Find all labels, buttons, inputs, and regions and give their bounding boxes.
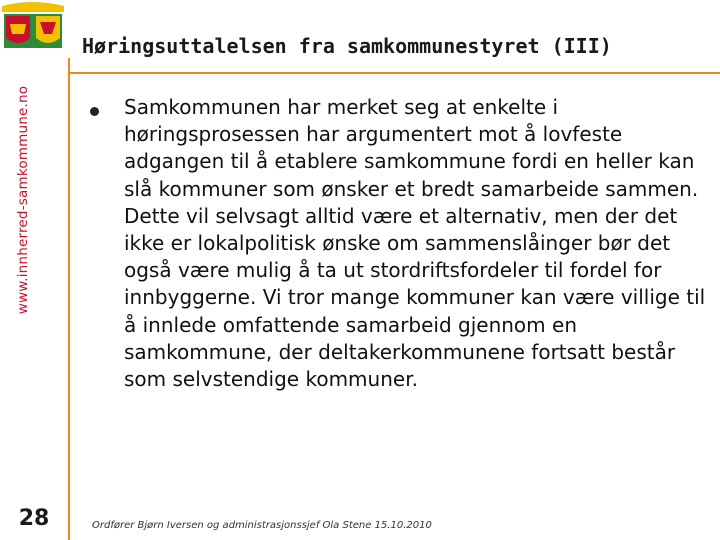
slide-content: [90, 94, 710, 393]
bullet-item: [90, 94, 710, 393]
footer-credit: Ordfører Bjørn Iversen og administrasjonssjef Ola Stene 15.10.2010: [92, 520, 432, 531]
divider-vertical: [68, 58, 70, 540]
slide-title: Høringsuttalelsen fra samkommunestyret (III): [82, 34, 612, 58]
website-url: www.innherred-samkommune.no: [15, 85, 31, 315]
bullet-text: Samkommunen har merket seg at enkelte i høringsprosessen har argumentert mot å lovfeste adgangen til å etablere samkommune fordi en heller kan slå kommuner som ønsker et bredt samarbeide sammen. Dette vil selvsagt alltid være et alternativ, men der det ikke er lokalpolitisk ønske om sammenslåinger bør det også være mulig å ta ut stordriftsfordeler til fordel for innbyggerne. Vi tror mange kommuner kan være villige til å innlede omfattende samarbeid gjennom en samkommune, der deltakerkommunene fortsatt består som selvstendige kommuner.: [124, 95, 706, 392]
innherred-coat-of-arms-icon: [0, 0, 66, 50]
slide-number: 28: [18, 506, 50, 531]
sidebar: [0, 0, 68, 540]
divider-horizontal: [68, 72, 720, 74]
bullet-dot-icon: [90, 107, 99, 116]
